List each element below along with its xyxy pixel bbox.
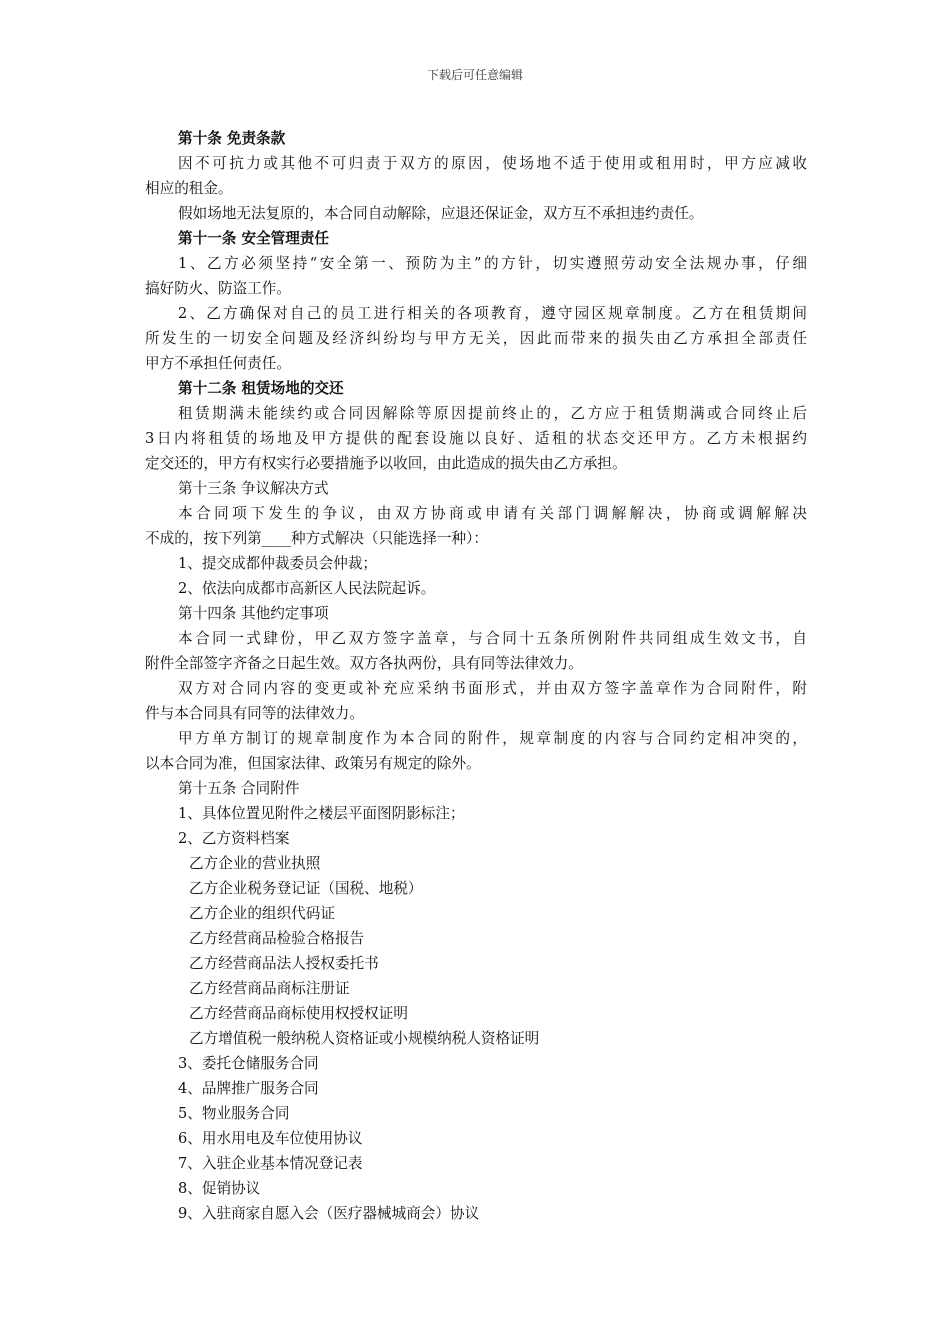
text-line: 附件全部签字齐备之日起生效。双方各执两份，具有同等法律效力。 — [145, 655, 583, 672]
text-line: 乙方经营商品法人授权委托书 — [189, 955, 379, 972]
text-line: 本合同一式肆份，甲乙双方签字盖章，与合同十五条所例附件共同组成生效文书，自 — [178, 630, 807, 647]
text-line: 乙方增值税一般纳税人资格证或小规模纳税人资格证明 — [189, 1030, 540, 1047]
text-line: 乙方企业的营业执照 — [189, 855, 321, 872]
section-heading: 第十一条 安全管理责任 — [178, 230, 330, 247]
document-body — [145, 126, 807, 1226]
text-line: 2、乙方资料档案 — [178, 830, 290, 847]
text-line: 搞好防火、防盗工作。 — [145, 280, 291, 297]
text-line: 3日内将租赁的场地及甲方提供的配套设施以良好、适租的状态交还甲方。乙方未根据约 — [145, 430, 807, 447]
text-line: 1、乙方必须坚持“安全第一、预防为主”的方针，切实遵照劳动安全法规办事，仔细 — [178, 255, 807, 272]
text-line: 双方对合同内容的变更或补充应采纳书面形式，并由双方签字盖章作为合同附件，附 — [178, 680, 807, 697]
text-line: 6、用水用电及车位使用协议 — [178, 1130, 363, 1147]
text-line: 2、依法向成都市高新区人民法院起诉。 — [178, 580, 436, 597]
text-line: 租赁期满未能续约或合同因解除等原因提前终止的，乙方应于租赁期满或合同终止后 — [178, 405, 807, 422]
text-line: 本合同项下发生的争议，由双方协商或申请有关部门调解解决，协商或调解解决 — [178, 505, 807, 522]
section-heading: 第十条 免责条款 — [178, 130, 286, 147]
text-line: 乙方经营商品检验合格报告 — [189, 930, 365, 947]
text-line: 第十四条 其他约定事项 — [178, 605, 329, 622]
text-line: 因不可抗力或其他不可归责于双方的原因，使场地不适于使用或租用时，甲方应减收 — [178, 155, 807, 172]
text-line: 以本合同为准，但国家法律、政策另有规定的除外。 — [145, 755, 481, 772]
text-line: 乙方经营商品商标使用权授权证明 — [189, 1005, 408, 1022]
text-line: 5、物业服务合同 — [178, 1105, 290, 1122]
text-line: 2、乙方确保对自己的员工进行相关的各项教育，遵守园区规章制度。乙方在租赁期间 — [178, 305, 807, 322]
text-line: 3、委托仓储服务合同 — [178, 1055, 319, 1072]
section-heading: 第十二条 租赁场地的交还 — [178, 380, 344, 397]
text-line: 相应的租金。 — [145, 180, 233, 197]
text-line: 第十三条 争议解决方式 — [178, 480, 329, 497]
text-line: 乙方经营商品商标注册证 — [189, 980, 350, 997]
text-line: 7、入驻企业基本情况登记表 — [178, 1155, 363, 1172]
text-line: 第十五条 合同附件 — [178, 780, 300, 797]
text-line: 4、品牌推广服务合同 — [178, 1080, 319, 1097]
text-line: 甲方单方制订的规章制度作为本合同的附件，规章制度的内容与合同约定相冲突的， — [178, 730, 807, 747]
text-line: 件与本合同具有同等的法律效力。 — [145, 705, 364, 722]
text-line: 所发生的一切安全问题及经济纠纷均与甲方无关，因此而带来的损失由乙方承担全部责任 — [145, 330, 807, 347]
text-line: 定交还的，甲方有权实行必要措施予以收回，由此造成的损失由乙方承担。 — [145, 455, 627, 472]
text-line: 1、提交成都仲裁委员会仲裁； — [178, 555, 378, 572]
text-line: 甲方不承担任何责任。 — [145, 355, 291, 372]
text-line: 9、入驻商家自愿入会（医疗器械城商会）协议 — [178, 1205, 480, 1222]
text-line: 乙方企业税务登记证（国税、地税） — [189, 880, 423, 897]
text-line: 1、具体位置见附件之楼层平面图阴影标注； — [178, 805, 465, 822]
text-line: 不成的，按下列第____种方式解决（只能选择一种）： — [145, 530, 488, 547]
page-header: 下载后可任意编辑 — [426, 68, 523, 82]
text-line: 8、促销协议 — [178, 1180, 261, 1197]
text-line: 乙方企业的组织代码证 — [189, 905, 335, 922]
text-line: 假如场地无法复原的，本合同自动解除，应退还保证金，双方互不承担违约责任。 — [178, 205, 704, 222]
